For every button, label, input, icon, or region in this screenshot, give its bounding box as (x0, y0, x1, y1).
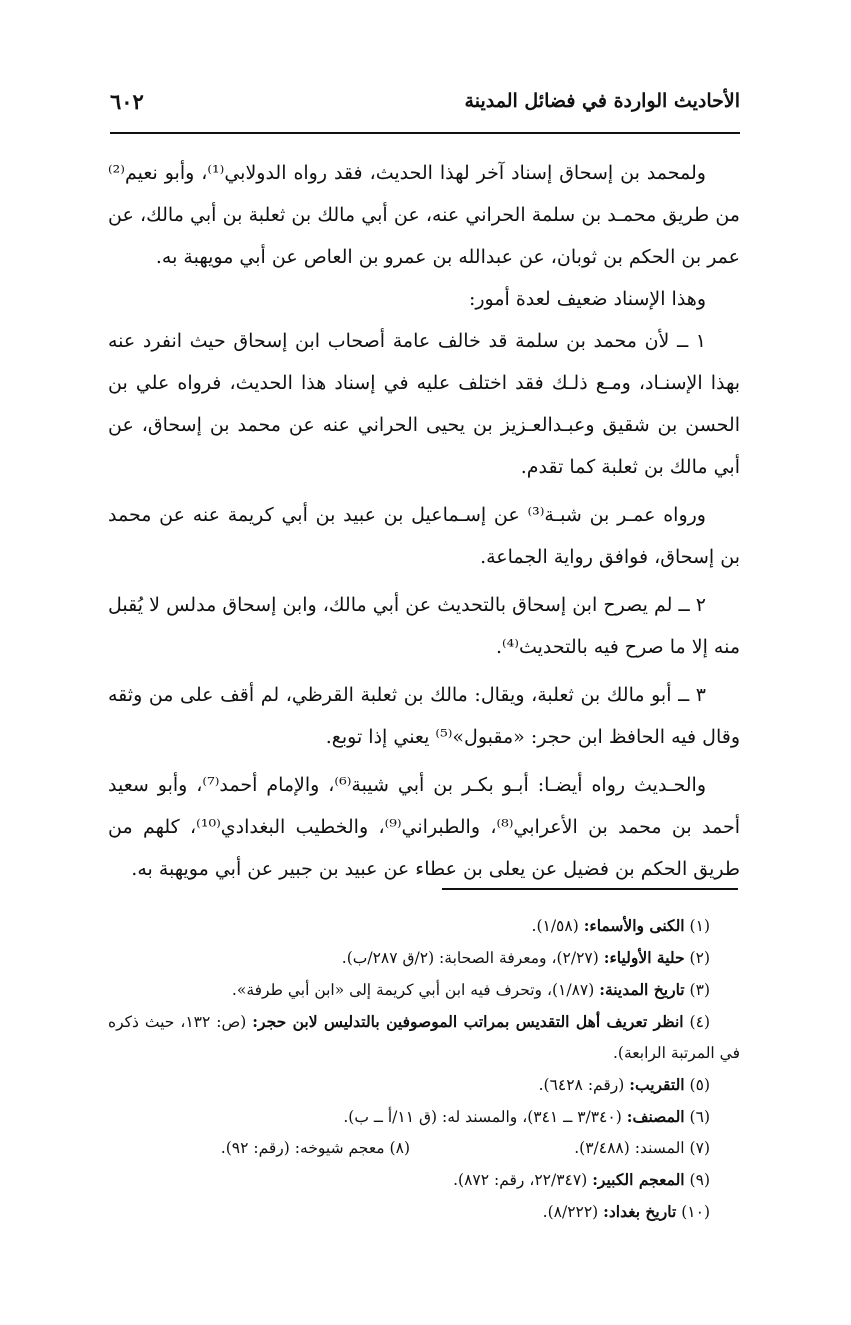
footnote-rule (442, 888, 738, 890)
footnote: (١) الكنى والأسماء: (١/٥٨). (531, 916, 710, 935)
paragraph: ولمحمد بن إسحاق إسناد آخر لهذا الحديث، فقد رواه الدولابي⁽¹⁾، وأبو نعيم⁽²⁾ من طريق محمـد بن سلمة الحراني عنه، عن أبي مالك بن ثعلبة بن أبي مالك، عن عمر بن الحكم بن ثوبان، عن عبدالله بن عمرو بن العاص عن أبي مويهبة به. (108, 162, 740, 268)
footnote: (٨) معجم شيوخه: (رقم: ٩٢). (220, 1139, 410, 1157)
footnote: (٥) التقريب: (رقم: ٦٤٢٨). (538, 1075, 710, 1094)
footnote-row (108, 1133, 740, 1164)
header-rule (110, 132, 740, 134)
main-text (108, 152, 740, 890)
paragraph: وهذا الإسناد ضعيف لعدة أمور: (468, 288, 706, 310)
footnote: (١٠) تاريخ بغداد: (٨/٢٢٢). (542, 1202, 710, 1221)
paragraph: ورواه عمـر بن شبـة⁽³⁾ عن إسـماعيل بن عبيد بن أبي كريمة عنه عن محمد بن إسحاق، فوافق رواية الجماعة. (108, 504, 740, 568)
paragraph: ٣ ــ أبو مالك بن ثعلبة، ويقال: مالك بن ثعلبة القرظي، لم أقف على من وثقه وقال فيه الحافظ ابن حجر: «مقبول»⁽⁵⁾ يعني إذا توبع. (108, 684, 740, 748)
paragraph: ٢ ــ لم يصرح ابن إسحاق بالتحديث عن أبي مالك، وابن إسحاق مدلس لا يُقبل منه إلا ما صرح فيه بالتحديث⁽⁴⁾. (108, 594, 740, 658)
footnote: (٦) المصنف: (٣/٣٤٠ ــ ٣٤١)، والمسند له: (ق ١١/أ ــ ب). (343, 1107, 710, 1126)
page-header (110, 82, 740, 120)
paragraph: ١ ــ لأن محمد بن سلمة قد خالف عامة أصحاب ابن إسحاق حيث انفرد عنه بهذا الإسنـاد، ومـع ذلـك فقد اختلف عليه في إسناد هذا الحديث، فرواه علي بن الحسن بن شقيق وعبـدالعـزيز بن يحيى الحراني عنه عن محمد بن إسحاق، عن أبي مالك بن ثعلبة كما تقدم. (108, 330, 740, 478)
running-title: الأحاديث الواردة في فضائل المدينة (464, 90, 740, 112)
footnote: (٢) حلية الأولياء: (٢/٢٧)، ومعرفة الصحابة: (٢/ق ٢٨٧/ب). (341, 948, 710, 967)
footnote: (٧) المسند: (٣/٤٨٨). (574, 1139, 710, 1157)
footnote: (٣) تاريخ المدينة: (١/٨٧)، وتحرف فيه ابن أبي كريمة إلى «ابن أبي طرفة». (231, 980, 710, 999)
footnote: (٩) المعجم الكبير: (٢٢/٣٤٧، رقم: ٨٧٢). (453, 1170, 710, 1189)
paragraph: والحـديث رواه أيضـا: أبـو بكـر بن أبي شيبة⁽⁶⁾، والإمام أحمد⁽⁷⁾، وأبو سعيد أحمد بن محمد بن الأعرابي⁽⁸⁾، والطبراني⁽⁹⁾، والخطيب البغدادي⁽¹⁰⁾، كلهم من طريق الحكم بن فضيل عن يعلى بن عطاء عن عبيد بن جبير عن أبي مويهبة به. (108, 774, 740, 880)
page-number: ٦٠٢ (110, 88, 144, 114)
footnote: (٤) انظر تعريف أهل التقديس بمراتب الموصوفين بالتدليس لابن حجر: (ص: ١٣٢، حيث ذكره في المرتبة الرابعة). (108, 1012, 740, 1062)
footnotes (108, 910, 740, 1228)
